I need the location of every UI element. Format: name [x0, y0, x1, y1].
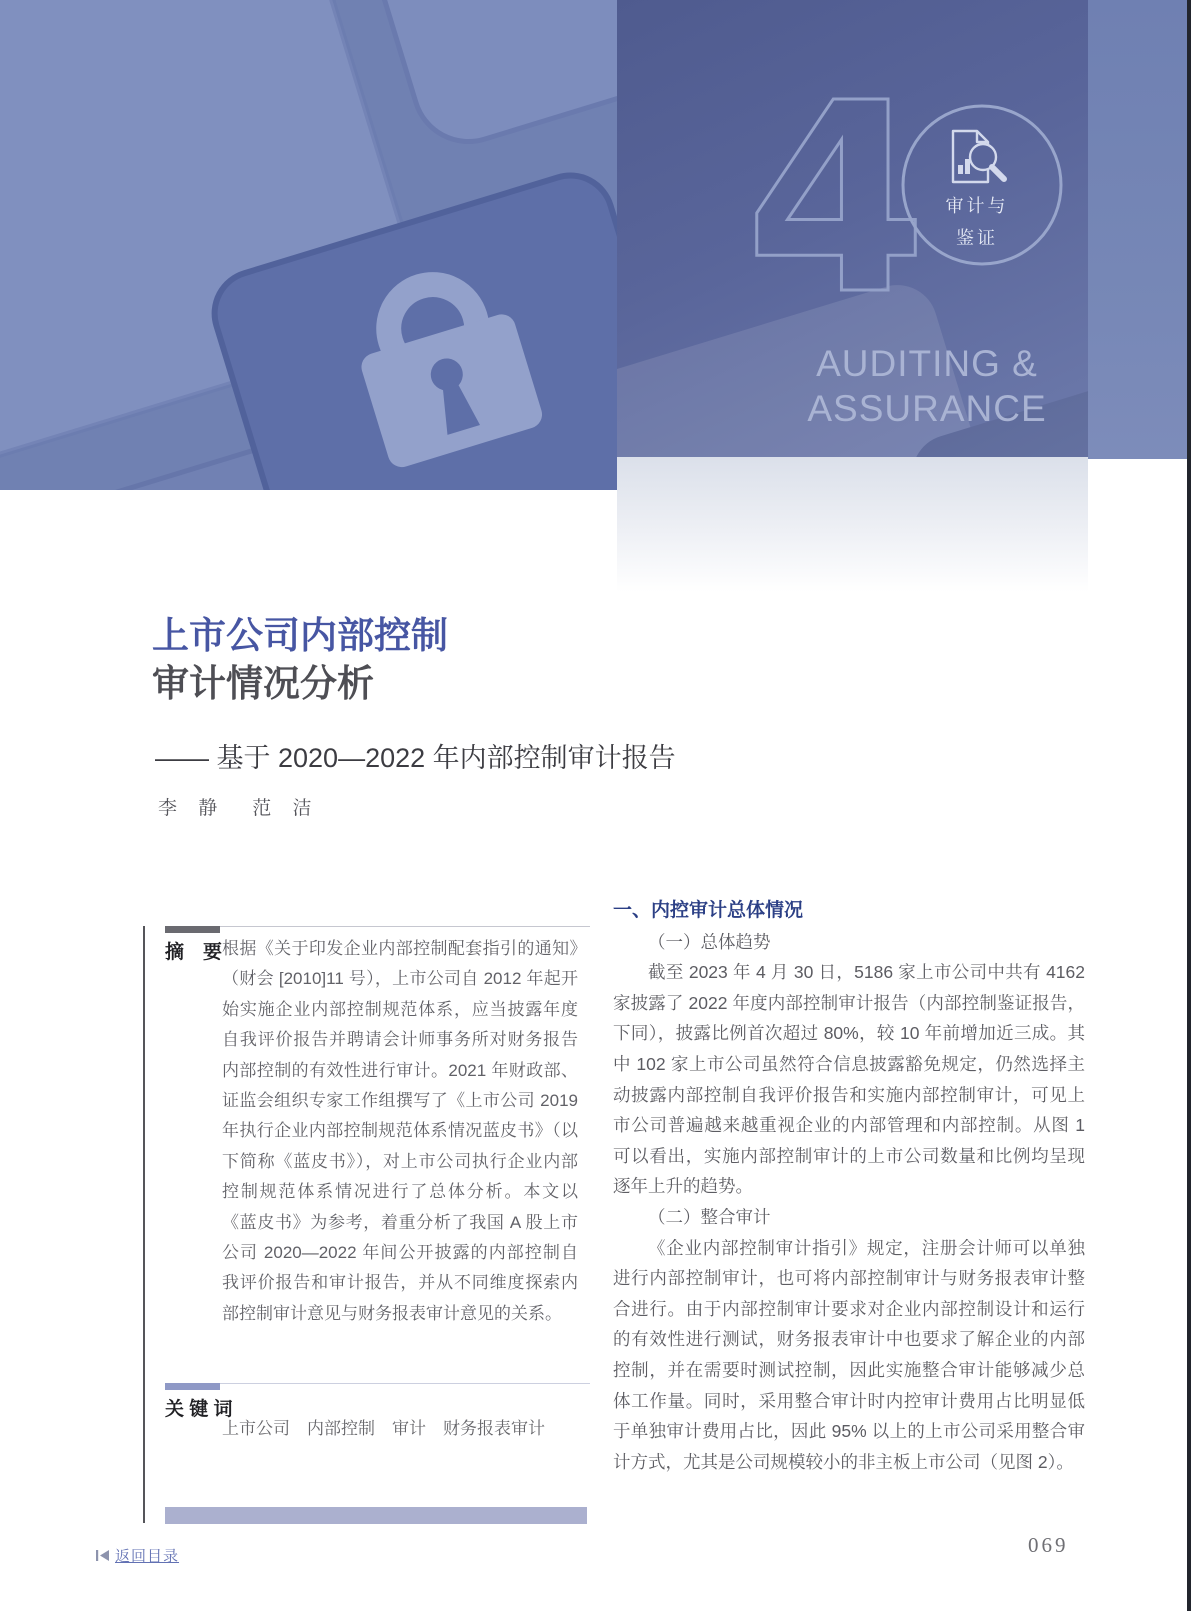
article-title-line1: 上市公司内部控制 [152, 615, 448, 656]
page-right-edge [1187, 0, 1191, 1611]
section-title-en-line2: ASSURANCE [807, 388, 1047, 429]
keywords-hairline [165, 1383, 590, 1384]
section-title-en-line1: AUDITING & [816, 343, 1038, 384]
paragraph: 《企业内部控制审计指引》规定，注册会计师可以单独进行内部控制审计，也可将内部控制审计与财务报表审计整合进行。由于内部控制审计要求对企业内部控制设计和运行的有效性进行测试，财务报表审计中也要求了解企业的内部控制，并在需要时测试控制，因此实施整合审计能够减少总体工作量。同时，采用整合审计时内控审计费用占比明显低于单独审计费用占比，因此 95% 以上的上市公司采用整合审计方式，尤其是公司规模较小的非主板上市公司（见图 2）。 [613, 1237, 1085, 1472]
panel-fade-gradient [617, 457, 1088, 592]
back-to-toc-icon [95, 1549, 110, 1562]
keyboard-lock-image [0, 0, 617, 490]
header-side-strip [1088, 0, 1188, 459]
section-divider-bar [165, 1507, 587, 1524]
abstract-marker-bar [165, 926, 220, 933]
article-subtitle: —— 基于 2020—2022 年内部控制审计报告 [155, 743, 676, 773]
keywords-text: 上市公司 内部控制 审计 财务报表审计 [222, 1419, 545, 1438]
abstract-hairline [165, 926, 590, 927]
keywords-marker-bar [165, 1383, 220, 1390]
badge-label-line1: 审计与 [945, 196, 1009, 216]
abstract-text: 根据《关于印发企业内部控制配套指引的通知》（财会 [2010]11 号），上市公司自 2012 年起开始实施企业内部控制规范体系，应当披露年度自我评价报告并聘请会计师事务所对财务报告内部控制的有效性进行审计。2021 年财政部、证监会组织专家工作组撰写了《上市公司 2019 年执行企业内部控制规范体系情况蓝皮书》（以下简称《蓝皮书》），对上市公司执行企业内部控制规范体系情况进行了总体分析。本文以《蓝皮书》为参考，着重分析了我国 A 股上市公司 2020—2022 年间公开披露的内部控制自我评价报告和审计报告，并从不同维度探索内部控制审计意见与财务报表审计意见的关系。 [222, 939, 578, 1323]
back-to-toc-label: 返回目录 [115, 1548, 180, 1565]
audit-document-icon [953, 131, 1004, 182]
back-to-toc-link[interactable] [95, 1545, 179, 1566]
article-authors: 李 静 范 洁 [158, 798, 320, 819]
section-header-panel [617, 0, 1088, 457]
article-title [152, 612, 448, 708]
abstract-vertical-rule [143, 926, 145, 1523]
paragraph: 截至 2023 年 4 月 30 日，5186 家上市公司中共有 4162 家披露了 2022 年度内部控制审计报告（内部控制鉴证报告，下同），披露比例首次超过 80%，较 10 年前增加近三成。其中 102 家上市公司虽然符合信息披露豁免规定，仍然选择主动披露内部控制自我评价报告和实施内部控制审计，可见上市公司普遍越来越重视企业的内部管理和内部控制。从图 1 可以看出，实施内部控制审计的上市公司数量和比例均呈现逐年上升的趋势。 [613, 962, 1085, 1197]
paragraph: （二）整合审计 [648, 1206, 771, 1227]
badge-label-line2: 鉴证 [956, 228, 998, 248]
main-text-column [613, 896, 1085, 1477]
keyboard-lock-illustration [0, 0, 617, 490]
article-title-line2: 审计情况分析 [152, 663, 374, 704]
page-number: 069 [1028, 1533, 1069, 1557]
section-title-en [807, 341, 1047, 431]
keywords-label: 关 键 词 [165, 1399, 233, 1420]
paragraph: （一）总体趋势 [648, 931, 771, 952]
abstract-label: 摘 要 [165, 942, 223, 963]
section-heading: 一、内控审计总体情况 [613, 900, 804, 921]
section-number: 4 [745, 47, 928, 352]
